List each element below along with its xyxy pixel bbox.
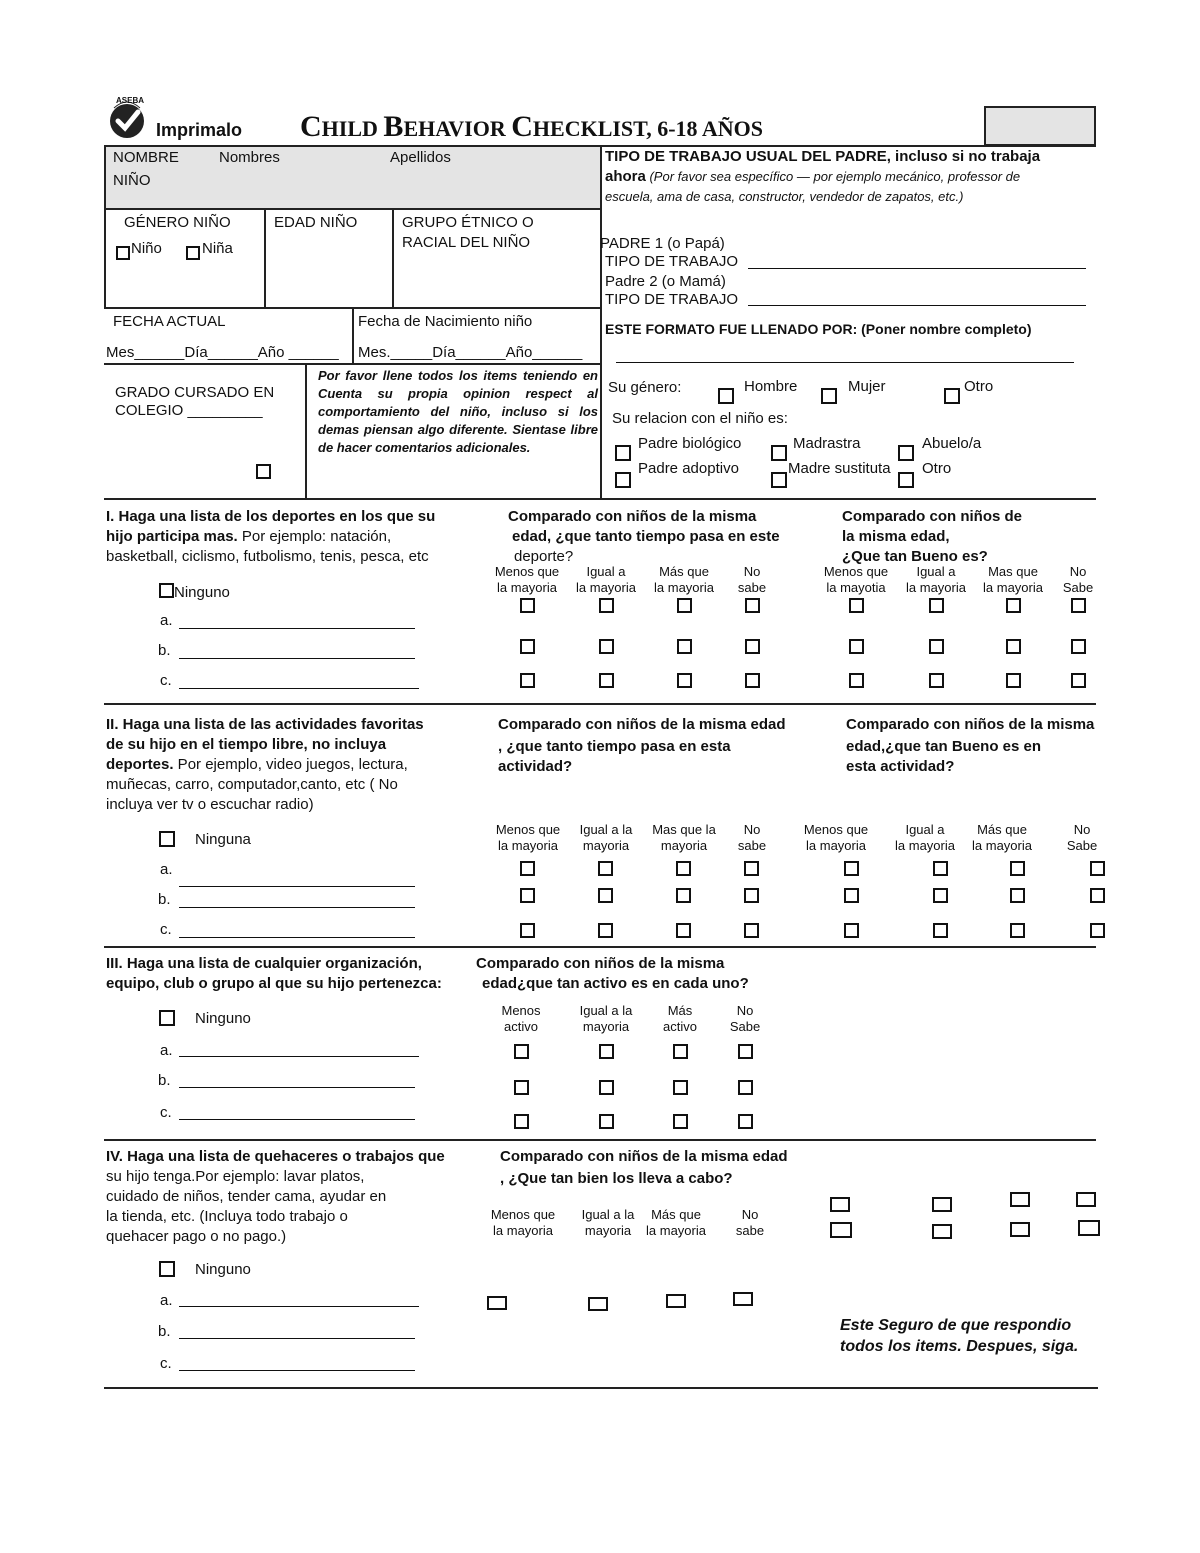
s2-skill-rating-checkbox[interactable] xyxy=(1090,861,1105,876)
s1-skill-rating-checkbox[interactable] xyxy=(929,673,944,688)
s4-label-c: c. xyxy=(160,1355,172,1372)
fecha-actual-field[interactable]: Mes______Día______Año ______ xyxy=(106,344,339,361)
s1-skill-rating-checkbox[interactable] xyxy=(929,598,944,613)
s1-time-rating-checkbox[interactable] xyxy=(677,598,692,613)
s2-skill-rating-checkbox[interactable] xyxy=(933,923,948,938)
s2-time-rating-checkbox[interactable] xyxy=(744,861,759,876)
s2-comp2-2: edad,¿que tan Bueno es en xyxy=(846,738,1042,755)
s1-time-col-header: sabe xyxy=(737,580,767,595)
genero-nina-label: Niña xyxy=(202,240,233,257)
s4-line-b[interactable] xyxy=(179,1338,415,1339)
padre1-label: PADRE 1 (o Papá) xyxy=(600,235,725,252)
s1-comp1-2: edad, ¿que tanto tiempo pasa en este xyxy=(512,528,780,545)
s1-time-rating-checkbox[interactable] xyxy=(677,639,692,654)
madrastra-checkbox[interactable] xyxy=(771,445,787,461)
s1-time-rating-checkbox[interactable] xyxy=(745,673,760,688)
nombre-label: NOMBRE xyxy=(113,149,179,166)
s1-title-3: basketball, ciclismo, futbolismo, tenis, pesca, etc xyxy=(106,548,429,565)
s2-time-col-header: la mayoria xyxy=(498,838,558,853)
s3-activity-rating-checkbox[interactable] xyxy=(599,1044,614,1059)
s4-quality-col-header: Más que xyxy=(651,1207,701,1222)
s1-skill-col-header: la mayotia xyxy=(826,580,886,595)
grado-checkbox[interactable] xyxy=(256,464,271,479)
s2-skill-rating-checkbox[interactable] xyxy=(1090,923,1105,938)
s2-time-rating-checkbox[interactable] xyxy=(520,861,535,876)
instruccion-text: Por favor llene todos los items teniendo en Cuenta su propia opinion respect al comportamiento del niño, incluso si los demas piensan algo diferente. Sientase libre de hacer comentarios adicionales. xyxy=(318,368,598,455)
footer-note-1: Este Seguro de que respondio xyxy=(840,1317,1072,1334)
s3-activity-rating-checkbox[interactable] xyxy=(738,1080,753,1095)
s4-ninguno-checkbox[interactable] xyxy=(159,1261,175,1277)
su-genero-label: Su género: xyxy=(608,379,682,396)
s1-comp2-2: la misma edad, xyxy=(842,528,950,545)
genero-label: GÉNERO NIÑO xyxy=(124,214,231,231)
s2-comp1-2: , ¿que tanto tiempo pasa en esta xyxy=(498,738,731,755)
s1-time-col-header: Menos que xyxy=(494,564,560,579)
s1-title-2: hijo participa mas. Por ejemplo: natación, xyxy=(106,528,392,545)
edad-label: EDAD NIÑO xyxy=(274,214,358,231)
s2-skill-rating-checkbox[interactable] xyxy=(844,923,859,938)
s1-skill-rating-checkbox[interactable] xyxy=(1071,598,1086,613)
s1-time-col-header: Más que xyxy=(659,564,709,579)
s2-ninguno-checkbox[interactable] xyxy=(159,831,175,847)
s1-comp1-1: Comparado con niños de la misma xyxy=(508,508,757,525)
s2-title-5: incluya ver tv o escuchar radio) xyxy=(106,796,314,813)
s4-title-5: quehacer pago o no pago.) xyxy=(106,1228,287,1245)
grado-label-2[interactable]: COLEGIO _________ xyxy=(115,402,263,419)
s4-title-1: IV. Haga una lista de quehaceres o trabajos que xyxy=(106,1148,445,1165)
s3-activity-rating-checkbox[interactable] xyxy=(599,1080,614,1095)
s2-time-rating-checkbox[interactable] xyxy=(676,861,691,876)
hombre-label: Hombre xyxy=(744,378,798,395)
s1-comp2-1: Comparado con niños de xyxy=(842,508,1023,525)
s3-ninguno-checkbox[interactable] xyxy=(159,1010,175,1026)
s2-time-rating-checkbox[interactable] xyxy=(676,888,691,903)
relacion-label: Su relacion con el niño es: xyxy=(612,410,788,427)
tipo-trabajo-line2: ahora (Por favor sea específico — por ejemplo mecánico, professor de xyxy=(605,168,1021,185)
otro2-checkbox[interactable] xyxy=(898,472,914,488)
s2-time-rating-checkbox[interactable] xyxy=(744,888,759,903)
s1-time-rating-checkbox[interactable] xyxy=(745,598,760,613)
mujer-checkbox[interactable] xyxy=(821,388,837,404)
s1-skill-rating-checkbox[interactable] xyxy=(849,639,864,654)
s4-comp-1: Comparado con niños de la misma edad xyxy=(500,1148,788,1165)
s1-ninguno-label: Ninguno xyxy=(174,584,230,601)
s3-activity-col-header: No xyxy=(736,1003,754,1018)
s4-quality-col-header: la mayoria xyxy=(493,1223,553,1238)
s3-line-c[interactable] xyxy=(179,1119,415,1120)
s2-skill-col-header: Sabe xyxy=(1066,838,1098,853)
grado-label-1: GRADO CURSADO EN xyxy=(115,384,275,401)
s2-line-a[interactable] xyxy=(179,886,415,887)
llenado-line[interactable] xyxy=(616,362,1074,363)
s1-skill-rating-checkbox[interactable] xyxy=(1006,639,1021,654)
s1-skill-col-header: No xyxy=(1069,564,1087,579)
abuelo-checkbox[interactable] xyxy=(898,445,914,461)
tipo-trabajo-line3: escuela, ama de casa, constructor, vendedor de zapatos, etc.) xyxy=(605,189,964,204)
s1-time-rating-checkbox[interactable] xyxy=(745,639,760,654)
padre1-tipo-line[interactable] xyxy=(748,268,1086,269)
madre-sust-label: Madre sustituta xyxy=(788,460,891,477)
s3-comp-2: edad¿que tan activo es en cada uno? xyxy=(482,975,749,992)
s3-label-c: c. xyxy=(160,1104,172,1121)
s2-time-rating-checkbox[interactable] xyxy=(676,923,691,938)
padre2-tipo-line[interactable] xyxy=(748,305,1086,306)
genero-nino-label: Niño xyxy=(131,240,162,257)
padre-adop-label: Padre adoptivo xyxy=(638,460,739,477)
s2-skill-rating-checkbox[interactable] xyxy=(933,888,948,903)
padre-bio-label: Padre biológico xyxy=(638,435,742,452)
s1-skill-col-header: la mayoria xyxy=(983,580,1043,595)
s2-label-b: b. xyxy=(158,891,171,908)
s2-line-b[interactable] xyxy=(179,907,415,908)
s1-time-rating-checkbox[interactable] xyxy=(599,673,614,688)
s4-ninguno-label: Ninguno xyxy=(195,1261,251,1278)
s2-time-col-header: mayoria xyxy=(582,838,630,853)
apellidos-label: Apellidos xyxy=(390,149,451,166)
s1-time-col-header: la mayoria xyxy=(654,580,714,595)
s2-time-col-header: mayoria xyxy=(660,838,708,853)
s4-title-2: su hijo tenga.Por ejemplo: lavar platos, xyxy=(106,1168,365,1185)
s1-time-col-header: Igual a xyxy=(586,564,626,579)
s3-label-b: b. xyxy=(158,1072,171,1089)
logo-lettering: ASEBA xyxy=(116,96,145,105)
s2-skill-rating-checkbox[interactable] xyxy=(933,861,948,876)
s4-extra-checkbox[interactable] xyxy=(932,1197,952,1212)
s2-skill-col-header: la mayoria xyxy=(806,838,866,853)
s2-time-rating-checkbox[interactable] xyxy=(744,923,759,938)
s4-quality-rating-checkbox[interactable] xyxy=(733,1292,753,1306)
s2-skill-col-header: la mayoria xyxy=(895,838,955,853)
s4-title-3: cuidado de niños, tender cama, ayudar en xyxy=(106,1188,387,1205)
s2-title-4: muñecas, carro, computador,canto, etc ( No xyxy=(106,776,398,793)
s3-activity-rating-checkbox[interactable] xyxy=(673,1114,688,1129)
s2-skill-rating-checkbox[interactable] xyxy=(1010,923,1025,938)
s2-time-rating-checkbox[interactable] xyxy=(520,888,535,903)
s2-skill-rating-checkbox[interactable] xyxy=(844,861,859,876)
madre-sust-checkbox[interactable] xyxy=(771,472,787,488)
name-field-bg xyxy=(106,146,600,208)
s1-skill-rating-checkbox[interactable] xyxy=(1071,673,1086,688)
s4-extra-checkbox[interactable] xyxy=(1010,1222,1030,1237)
s3-activity-rating-checkbox[interactable] xyxy=(673,1044,688,1059)
s2-time-col-header: Mas que la xyxy=(652,822,716,837)
s1-skill-col-header: la mayoria xyxy=(906,580,966,595)
madrastra-label: Madrastra xyxy=(793,435,861,452)
s2-title-1: II. Haga una lista de las actividades favoritas xyxy=(106,716,424,733)
page-title: CHILD BEHAVIOR CHECKLIST, 6-18 AÑOS xyxy=(300,110,763,143)
s4-label-a: a. xyxy=(160,1292,173,1309)
s1-comp2-3: ¿Que tan Bueno es? xyxy=(842,548,988,565)
s3-line-a[interactable] xyxy=(179,1056,419,1057)
s2-skill-col-header: Igual a xyxy=(905,822,945,837)
imprimalo-label: Imprimalo xyxy=(156,120,243,140)
s2-time-col-header: Igual a la xyxy=(579,822,633,837)
s3-activity-rating-checkbox[interactable] xyxy=(738,1044,753,1059)
otro-checkbox[interactable] xyxy=(944,388,960,404)
s2-line-c[interactable] xyxy=(179,937,415,938)
s3-activity-col-header: activo xyxy=(663,1019,697,1034)
s2-comp2-1: Comparado con niños de la misma xyxy=(846,716,1095,733)
s3-activity-rating-checkbox[interactable] xyxy=(599,1114,614,1129)
s1-title-1: I. Haga una lista de los deportes en los que su xyxy=(106,508,436,525)
s1-skill-rating-checkbox[interactable] xyxy=(849,598,864,613)
s2-skill-rating-checkbox[interactable] xyxy=(1090,888,1105,903)
s2-comp2-3: esta actividad? xyxy=(846,758,955,775)
s4-line-a[interactable] xyxy=(179,1306,419,1307)
s1-skill-rating-checkbox[interactable] xyxy=(1006,673,1021,688)
s1-skill-rating-checkbox[interactable] xyxy=(929,639,944,654)
genero-nina-checkbox[interactable] xyxy=(186,246,200,260)
llenado-label: ESTE FORMATO FUE LLENADO POR: (Poner nombre completo) xyxy=(605,321,1032,337)
s3-activity-col-header: Más xyxy=(667,1003,693,1018)
s4-quality-col-header: Igual a la xyxy=(581,1207,635,1222)
s3-activity-col-header: Sabe xyxy=(729,1019,761,1034)
s1-label-c: c. xyxy=(160,672,172,689)
grupo-label-2: RACIAL DEL NIÑO xyxy=(402,234,531,251)
s3-activity-col-header: mayoria xyxy=(582,1019,630,1034)
s1-label-a: a. xyxy=(160,612,173,629)
s1-time-rating-checkbox[interactable] xyxy=(520,639,535,654)
s4-quality-rating-checkbox[interactable] xyxy=(588,1297,608,1311)
s1-line-b[interactable] xyxy=(179,658,415,659)
s3-activity-col-header: Igual a la xyxy=(579,1003,633,1018)
s4-quality-col-header: Menos que xyxy=(490,1207,556,1222)
s1-time-col-header: No xyxy=(743,564,761,579)
s2-title-2: de su hijo en el tiempo libre, no incluya xyxy=(106,736,387,753)
padre-adop-checkbox[interactable] xyxy=(615,472,631,488)
s2-comp1-3: actividad? xyxy=(498,758,573,775)
s2-time-col-header: Menos que xyxy=(495,822,561,837)
s3-activity-col-header: activo xyxy=(504,1019,538,1034)
s2-ninguno-label: Ninguna xyxy=(195,831,251,848)
s3-activity-rating-checkbox[interactable] xyxy=(514,1114,529,1129)
s4-line-c[interactable] xyxy=(179,1370,415,1371)
nino-label: NIÑO xyxy=(113,172,151,189)
s2-comp1-1: Comparado con niños de la misma edad xyxy=(498,716,786,733)
s2-title-3: deportes. Por ejemplo, video juegos, lectura, xyxy=(106,756,408,773)
otro2-label: Otro xyxy=(922,460,952,477)
s4-quality-col-header: mayoria xyxy=(584,1223,632,1238)
s4-extra-checkbox[interactable] xyxy=(1010,1192,1030,1207)
s4-quality-col-header: la mayoria xyxy=(646,1223,706,1238)
s4-extra-checkbox[interactable] xyxy=(1078,1220,1100,1236)
padre2-label: Padre 2 (o Mamá) xyxy=(605,273,726,290)
s2-skill-col-header: Menos que xyxy=(803,822,869,837)
s3-activity-rating-checkbox[interactable] xyxy=(514,1080,529,1095)
s1-time-col-header: la mayoria xyxy=(576,580,636,595)
fecha-nac-field[interactable]: Mes._____Día______Año______ xyxy=(358,344,583,361)
s1-time-rating-checkbox[interactable] xyxy=(520,598,535,613)
s2-time-rating-checkbox[interactable] xyxy=(598,888,613,903)
s2-time-rating-checkbox[interactable] xyxy=(598,861,613,876)
s2-skill-rating-checkbox[interactable] xyxy=(1010,861,1025,876)
s4-quality-rating-checkbox[interactable] xyxy=(666,1294,686,1308)
s1-skill-rating-checkbox[interactable] xyxy=(1006,598,1021,613)
mujer-label: Mujer xyxy=(848,378,886,395)
s3-activity-rating-checkbox[interactable] xyxy=(738,1114,753,1129)
otro-label: Otro xyxy=(964,378,994,395)
s3-ninguno-label: Ninguno xyxy=(195,1010,251,1027)
s2-time-rating-checkbox[interactable] xyxy=(520,923,535,938)
s1-skill-col-header: Igual a xyxy=(916,564,956,579)
s2-label-a: a. xyxy=(160,861,173,878)
s1-line-a[interactable] xyxy=(179,628,415,629)
aseba-logo xyxy=(108,96,148,140)
padre-bio-checkbox[interactable] xyxy=(615,445,631,461)
s4-extra-checkbox[interactable] xyxy=(932,1224,952,1239)
s1-label-b: b. xyxy=(158,642,171,659)
tipo-trabajo-title: TIPO DE TRABAJO USUAL DEL PADRE, incluso si no trabaja xyxy=(605,148,1041,165)
s1-time-rating-checkbox[interactable] xyxy=(520,673,535,688)
s1-skill-col-header: Mas que xyxy=(988,564,1038,579)
s4-quality-col-header: sabe xyxy=(735,1223,765,1238)
padre1-tipo-label: TIPO DE TRABAJO xyxy=(605,253,739,270)
fecha-nac-label: Fecha de Nacimiento niño xyxy=(358,313,533,330)
s1-ninguno-checkbox[interactable] xyxy=(159,583,174,598)
s2-skill-col-header: Más que xyxy=(977,822,1027,837)
s2-time-rating-checkbox[interactable] xyxy=(598,923,613,938)
s2-skill-col-header: No xyxy=(1073,822,1091,837)
s2-label-c: c. xyxy=(160,921,172,938)
s3-title-2: equipo, club o grupo al que su hijo pertenezca: xyxy=(106,975,442,992)
hombre-checkbox[interactable] xyxy=(718,388,734,404)
s1-time-col-header: la mayoria xyxy=(497,580,557,595)
s4-extra-checkbox[interactable] xyxy=(830,1222,852,1238)
s1-comp1-3: deporte? xyxy=(514,548,574,565)
s3-activity-rating-checkbox[interactable] xyxy=(514,1044,529,1059)
s2-time-col-header: sabe xyxy=(737,838,767,853)
s3-title-1: III. Haga una lista de cualquier organización, xyxy=(106,955,422,972)
abuelo-label: Abuelo/a xyxy=(922,435,982,452)
s3-line-b[interactable] xyxy=(179,1087,415,1088)
s4-extra-checkbox[interactable] xyxy=(830,1197,850,1212)
s1-line-c[interactable] xyxy=(179,688,419,689)
s3-comp-1: Comparado con niños de la misma xyxy=(476,955,725,972)
grupo-label-1: GRUPO ÉTNICO O xyxy=(402,214,534,231)
footer-note-2: todos los items. Despues, siga. xyxy=(840,1338,1079,1355)
s3-activity-rating-checkbox[interactable] xyxy=(673,1080,688,1095)
s4-title-4: la tienda, etc. (Incluya todo trabajo o xyxy=(106,1208,348,1225)
s2-time-col-header: No xyxy=(743,822,761,837)
s1-skill-col-header: Sabe xyxy=(1062,580,1094,595)
s1-skill-rating-checkbox[interactable] xyxy=(849,673,864,688)
s3-label-a: a. xyxy=(160,1042,173,1059)
fecha-actual-label: FECHA ACTUAL xyxy=(113,313,226,330)
padre2-tipo-label: TIPO DE TRABAJO xyxy=(605,291,739,308)
s2-skill-rating-checkbox[interactable] xyxy=(1010,888,1025,903)
s1-time-rating-checkbox[interactable] xyxy=(599,639,614,654)
s4-extra-checkbox[interactable] xyxy=(1076,1192,1096,1207)
s1-skill-col-header: Menos que xyxy=(823,564,889,579)
id-box[interactable] xyxy=(984,106,1096,146)
s1-skill-rating-checkbox[interactable] xyxy=(1071,639,1086,654)
s2-skill-rating-checkbox[interactable] xyxy=(844,888,859,903)
s2-skill-col-header: la mayoria xyxy=(972,838,1032,853)
s1-time-rating-checkbox[interactable] xyxy=(677,673,692,688)
s4-comp-2: , ¿Que tan bien los lleva a cabo? xyxy=(500,1170,733,1187)
s4-quality-rating-checkbox[interactable] xyxy=(487,1296,507,1310)
nombres-label: Nombres xyxy=(219,149,280,166)
s4-quality-col-header: No xyxy=(741,1207,759,1222)
s1-time-rating-checkbox[interactable] xyxy=(599,598,614,613)
genero-nino-checkbox[interactable] xyxy=(116,246,130,260)
s3-activity-col-header: Menos xyxy=(501,1003,541,1018)
s4-label-b: b. xyxy=(158,1323,171,1340)
